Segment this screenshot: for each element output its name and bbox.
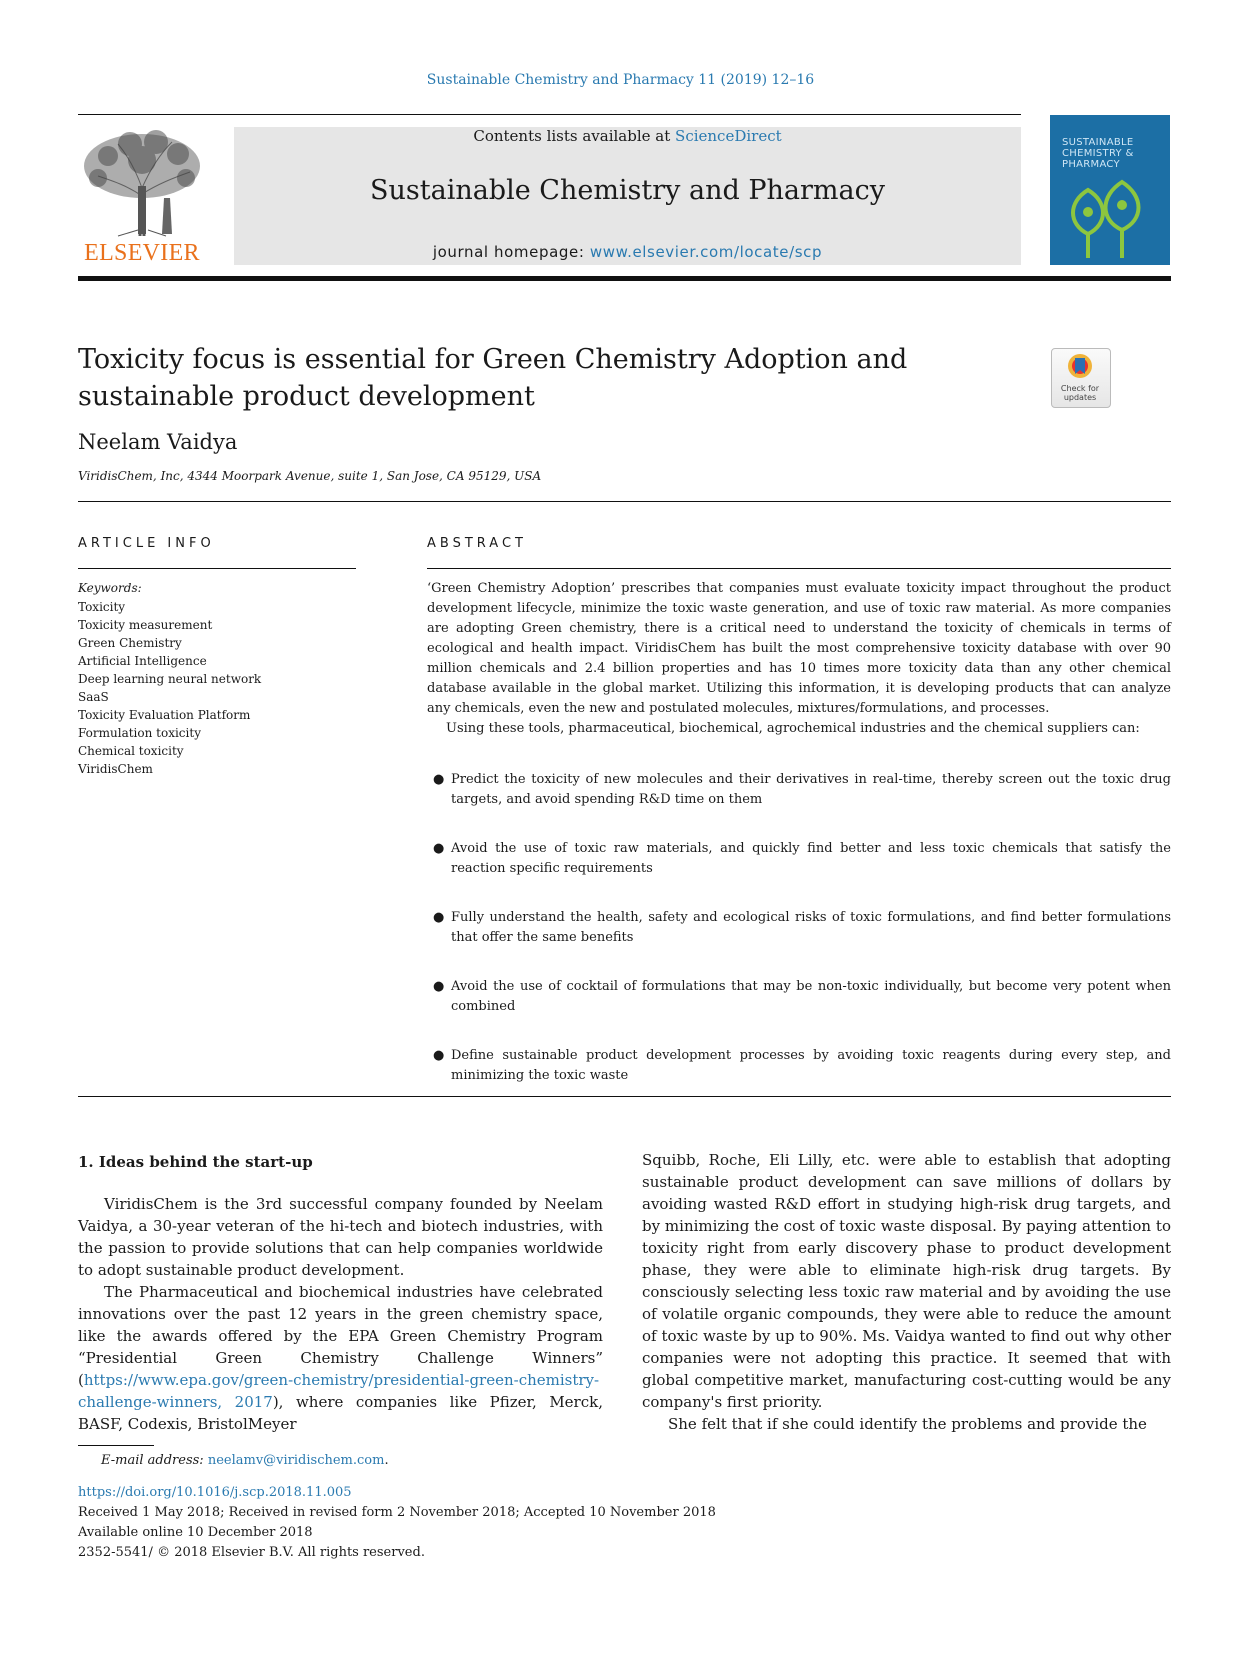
body-right-column <box>642 1149 1171 1435</box>
journal-citation[interactable]: Sustainable Chemistry and Pharmacy 11 (2019) 12–16 <box>426 72 815 88</box>
body-paragraph: Squibb, Roche, Eli Lilly, etc. were able to establish that adopting sustainable product development can save millions of dollars by avoiding wasted R&D effort in studying high-risk drug targets, and by minimizing the cost of toxic waste disposal. By paying attention to toxicity right from early discovery phase to product development phase, they were able to eliminate high-risk drug targets. By consciously selecting less toxic raw material and by avoiding the use of volatile organic compounds, they were able to reduce the amount of toxic waste by up to 90%. Ms. Vaidya wanted to find out why other companies were not adopting this practice. It seemed that with global competitive market, manufacturing cost-cutting would be any company's first priority. <box>642 1151 1171 1411</box>
keyword: Formulation toxicity <box>78 726 201 740</box>
email-suffix: . <box>384 1453 389 1468</box>
available-online: Available online 10 December 2018 <box>78 1525 313 1540</box>
title-bottom-rule <box>78 501 1171 502</box>
paragraph-text: The Pharmaceutical and biochemical industries have celebrated innovations over the past 12 years in the green chemistry space, like the awards offered by the EPA Green Chemistry Program “Presidential Green Chemistry Challenge Winners” ( <box>78 1283 603 1389</box>
abstract-bullet: ● Define sustainable product development processes by avoiding toxic reagents during every step, and minimizing the toxic waste <box>433 1046 1171 1086</box>
cover-line: CHEMISTRY & <box>1062 148 1134 159</box>
epa-link[interactable]: https://www.epa.gov/green-chemistry/presidential-green-chemistry-challenge-winners, 2017 <box>78 1371 600 1411</box>
article-footer <box>78 1483 716 1563</box>
doi-link[interactable]: https://doi.org/10.1016/j.scp.2018.11.005 <box>78 1485 352 1500</box>
body-paragraph: She felt that if she could identify the problems and provide the <box>668 1415 1147 1433</box>
keyword: SaaS <box>78 690 109 704</box>
body-paragraph: ViridisChem is the 3rd successful company founded by Neelam Vaidya, a 30-year veteran of the hi-tech and biotech industries, with the passion to provide solutions that can help companies worldwide to adopt sustainable product development. <box>78 1195 603 1279</box>
abstract-lead-in: Using these tools, pharmaceutical, biochemical, agrochemical industries and the chemical suppliers can: <box>446 721 1140 736</box>
abstract-heading: ABSTRACT <box>427 536 527 551</box>
article-title: Toxicity focus is essential for Green Chemistry Adoption and sustainable product development <box>78 344 908 412</box>
cover-leaf-icon <box>1052 172 1168 262</box>
cover-line: SUSTAINABLE <box>1062 137 1134 148</box>
keywords-label: Keywords: <box>78 581 142 595</box>
keyword: Chemical toxicity <box>78 744 184 758</box>
sciencedirect-link[interactable]: ScienceDirect <box>675 127 782 145</box>
keyword: Toxicity Evaluation Platform <box>78 708 251 722</box>
keyword: Deep learning neural network <box>78 672 262 686</box>
bullet-text: Fully understand the health, safety and ecological risks of toxic formulations, and find better formulations that offer the same benefits <box>451 910 1171 945</box>
abstract-rule <box>427 568 1171 569</box>
bullet-text: Predict the toxicity of new molecules and their derivatives in real-time, thereby screen out the toxic drug targets, and avoid spending R&D time on them <box>451 772 1171 807</box>
keyword-list <box>78 598 261 778</box>
abstract-body <box>427 579 1171 739</box>
check-for-updates-label <box>1051 384 1109 402</box>
cfu-line: updates <box>1063 393 1097 402</box>
bookmark-icon <box>1066 352 1094 382</box>
bullet-text: Avoid the use of toxic raw materials, and quickly find better and less toxic chemicals that satisfy the reaction specific requirements <box>451 841 1171 876</box>
keyword: Green Chemistry <box>78 636 182 650</box>
homepage-prefix: journal homepage: <box>432 243 590 261</box>
author-name: Neelam Vaidya <box>78 430 238 454</box>
contents-prefix: Contents lists available at <box>473 127 676 145</box>
article-info-rule <box>78 568 356 569</box>
body-left-column <box>78 1193 603 1435</box>
abstract-bullet: ● Predict the toxicity of new molecules and their derivatives in real-time, thereby screen out the toxic drug targets, and avoid spending R&D time on them <box>433 770 1171 810</box>
header-top-rule <box>78 114 1021 115</box>
keyword: Toxicity <box>78 600 126 614</box>
cfu-line: Check for <box>1060 384 1100 393</box>
footnote-rule <box>78 1445 154 1446</box>
elsevier-tree-logo <box>78 126 206 238</box>
bullet-text: Define sustainable product development processes by avoiding toxic reagents during every step, and minimizing the toxic waste <box>451 1048 1171 1083</box>
bullet-text: Avoid the use of cocktail of formulations that may be non-toxic individually, but become very potent when combined <box>451 979 1171 1014</box>
copyright: 2352-5541/ © 2018 Elsevier B.V. All rights reserved. <box>78 1545 425 1560</box>
homepage-link[interactable]: www.elsevier.com/locate/scp <box>589 243 823 261</box>
abstract-bottom-rule <box>78 1096 1171 1097</box>
keyword: Artificial Intelligence <box>78 654 207 668</box>
author-affiliation: ViridisChem, Inc, 4344 Moorpark Avenue, suite 1, San Jose, CA 95129, USA <box>78 469 542 483</box>
abstract-bullet: ● Avoid the use of toxic raw materials, and quickly find better and less toxic chemicals that satisfy the reaction specific requirements <box>433 839 1171 879</box>
cover-title <box>1062 137 1162 170</box>
received-dates: Received 1 May 2018; Received in revised form 2 November 2018; Accepted 10 November 2018 <box>78 1505 716 1520</box>
author-email <box>101 1453 389 1468</box>
header-thick-rule <box>78 276 1171 281</box>
abstract-paragraph: ‘Green Chemistry Adoption’ prescribes that companies must evaluate toxicity impact throughout the product development lifecycle, minimize the toxic waste generation, and use of toxic raw material. As more companies are adopting Green chemistry, there is a critical need to understand the toxicity of chemicals in terms of ecological and health impact. ViridisChem has built the most comprehensive toxicity database with over 90 million chemicals and 2.4 billion properties and has 10 times more toxicity data than any other chemical database available in the global market. Utilizing this information, it is developing products that can analyze any chemicals, even the new and postulated molecules, mixtures/formulations, and processes. <box>427 581 1171 716</box>
section-heading: 1. Ideas behind the start-up <box>78 1153 313 1171</box>
cover-line: PHARMACY <box>1062 159 1120 170</box>
body-paragraph <box>78 1281 603 1435</box>
journal-title: Sustainable Chemistry and Pharmacy <box>370 175 885 206</box>
paragraph-text: ), where companies like Pfizer, Merck, BASF, Codexis, BristolMeyer <box>78 1393 603 1433</box>
article-info-heading: ARTICLE INFO <box>78 536 215 551</box>
keyword: ViridisChem <box>78 762 153 776</box>
journal-homepage <box>234 243 1021 261</box>
email-link[interactable]: neelamv@viridischem.com <box>207 1453 385 1468</box>
keyword: Toxicity measurement <box>78 618 213 632</box>
contents-line <box>234 127 1021 145</box>
elsevier-wordmark: ELSEVIER <box>84 240 200 266</box>
email-label: E-mail address: <box>101 1453 204 1468</box>
abstract-bullet: ● Avoid the use of cocktail of formulations that may be non-toxic individually, but become very potent when combined <box>433 977 1171 1017</box>
abstract-bullet: ● Fully understand the health, safety and ecological risks of toxic formulations, and find better formulations that offer the same benefits <box>433 908 1171 948</box>
